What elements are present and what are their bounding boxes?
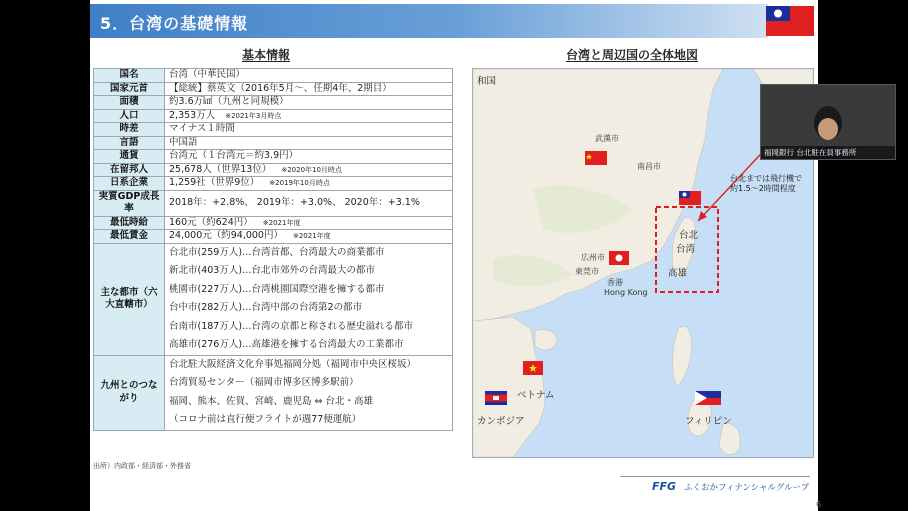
- mindanao-shape: [719, 423, 740, 454]
- map-label-wuhan: 武漢市: [595, 134, 619, 143]
- cities-row-line: 桃園市(227万人)…台湾桃園国際空港を擁する都市: [169, 283, 385, 295]
- kyushu-row-label: 九州とのつながり: [94, 355, 165, 430]
- map-label-vietnam: ベトナム: [517, 390, 555, 401]
- info-row: [94, 230, 453, 244]
- info-value: [165, 96, 453, 110]
- section-basic-info: 基本情報: [242, 48, 291, 62]
- footer-divider: [620, 476, 810, 477]
- info-value: [165, 136, 453, 150]
- map-label-corner: 和国: [477, 76, 497, 87]
- flight-note-line-1: 台北までは飛行機で: [730, 174, 802, 183]
- cities-row-label: 主な都市（六大直轄市）: [94, 243, 165, 355]
- info-row: [94, 136, 453, 150]
- webcam-participant-name: 福岡銀行 台北駐在員事務所: [761, 146, 895, 159]
- flight-time-note: [730, 174, 802, 194]
- cities-row-value: [165, 243, 453, 355]
- info-value-text: 2018年：+2.8%、 2019年：+3.0%、 2020年：+3.1%: [169, 196, 420, 208]
- info-note: ※2021年度: [292, 232, 331, 240]
- cities-row-line: 台中市(282万人)…台湾中部の台湾第2の都市: [169, 302, 363, 313]
- info-label: 人口: [94, 109, 165, 123]
- map-label-taipei: 台北: [679, 230, 699, 241]
- slide: [90, 0, 822, 511]
- cities-row-line: 台北市(259万人)…台湾首都、台湾最大の商業都市: [169, 246, 385, 258]
- info-note: ※2021年3月時点: [225, 111, 282, 120]
- info-value-text: 台湾（中華民国）: [169, 69, 246, 80]
- info-value-text: 160元（約624円）: [169, 216, 253, 228]
- page-number: 6: [816, 500, 822, 509]
- info-label: 国家元首: [94, 82, 165, 96]
- info-value-text: 2,353万人: [169, 109, 216, 121]
- kyushu-row-line: 台北駐大阪経済文化弁事処福岡分処（福岡市中央区桜坂）: [169, 358, 417, 370]
- info-row: [94, 96, 453, 110]
- cambodia-flag-icon: [485, 391, 507, 405]
- slide-title: 5．台湾の基礎情報: [100, 14, 249, 33]
- ffg-logo: FFG: [652, 480, 677, 493]
- info-label: 時差: [94, 123, 165, 137]
- info-label: 面積: [94, 96, 165, 110]
- ffg-logo-text: ふくおかフィナンシャルグループ: [684, 483, 810, 493]
- info-row: [94, 216, 453, 230]
- flight-note-line-2: 約1.5～2時間程度: [730, 184, 796, 193]
- info-value-text: マイナス１時間: [169, 123, 235, 134]
- info-value-text: 25,678人（世界13位）: [169, 163, 272, 175]
- info-value-text: 【総統】蔡英文（2016年5月～、任期4年、2期目）: [169, 82, 392, 94]
- title-bar: [90, 4, 768, 38]
- basic-info-table: [93, 68, 453, 431]
- info-value: [165, 216, 453, 230]
- info-value-text: 約3.6万㎢（九州と同規模）: [169, 96, 289, 107]
- info-value: [165, 163, 453, 177]
- info-value-text: 台湾元（１台湾元＝約3.9円）: [169, 150, 299, 161]
- map-label-philippines: フィリピン: [685, 416, 732, 427]
- source-note: 出所）内政部・経済部・外務省: [93, 462, 191, 470]
- info-value: [165, 69, 453, 83]
- info-value: [165, 150, 453, 164]
- map-label-hongkong: 香港: [607, 278, 623, 287]
- info-value-text: 中国語: [169, 136, 198, 148]
- info-label: 実質GDP成長率: [94, 190, 165, 216]
- map-label-cambodia: カンボジア: [477, 416, 525, 427]
- info-row: [94, 177, 453, 191]
- info-value: [165, 123, 453, 137]
- info-row: [94, 190, 453, 216]
- map-label-guangzhou: 広州市: [581, 253, 605, 262]
- info-label: 言語: [94, 136, 165, 150]
- kyushu-row: [94, 355, 453, 430]
- info-value: [165, 177, 453, 191]
- info-label: 最低賃金: [94, 230, 165, 244]
- info-row: [94, 82, 453, 96]
- kyushu-row-line: 台湾貿易センター（福岡市博多区博多駅前）: [169, 377, 359, 388]
- info-row: [94, 109, 453, 123]
- info-row: [94, 163, 453, 177]
- map-label-dongguan: 東莞市: [575, 267, 599, 276]
- info-label: 最低時給: [94, 216, 165, 230]
- taiwan-flag-icon: [766, 6, 814, 36]
- section-map: 台湾と周辺国の全体地図: [566, 48, 699, 62]
- info-label: 日系企業: [94, 177, 165, 191]
- cities-row: [94, 243, 453, 355]
- info-value: [165, 109, 453, 123]
- map-label-taiwan: 台湾: [676, 244, 696, 255]
- info-row: [94, 150, 453, 164]
- info-value: [165, 82, 453, 96]
- info-value-text: 24,000元（約94,000円）: [169, 230, 283, 241]
- info-row: [94, 69, 453, 83]
- info-note: ※2020年10月時点: [281, 165, 342, 174]
- info-value-text: 1,259社（世界9位）: [169, 177, 260, 188]
- kyushu-row-line: （コロナ前は直行便フライトが週77便運航）: [169, 414, 362, 425]
- webcam-tile[interactable]: [760, 84, 896, 160]
- info-note: ※2021年度: [262, 218, 301, 227]
- map-label-nanchang: 南昌市: [637, 162, 661, 171]
- info-row: [94, 123, 453, 137]
- philippines-flag-icon: [695, 391, 721, 405]
- cities-row-line: 高雄市(276万人)…高雄港を擁する台湾最大の工業都市: [169, 339, 404, 350]
- cities-row-line: 新北市(403万人)…台北市郊外の台湾最大の都市: [169, 265, 376, 276]
- info-value: [165, 190, 453, 216]
- info-label: 通貨: [94, 150, 165, 164]
- map-label-hongkong-en: Hong Kong: [604, 288, 648, 297]
- map-label-kaohsiung: 高雄: [668, 268, 688, 279]
- info-note: ※2019年10月時点: [269, 179, 330, 187]
- hongkong-flag-icon: [609, 251, 629, 265]
- info-label: 国名: [94, 69, 165, 83]
- info-label: 在留邦人: [94, 163, 165, 177]
- info-value: [165, 230, 453, 244]
- taiwan-map-flag-icon: [679, 191, 701, 205]
- china-flag-icon: [585, 151, 607, 165]
- vietnam-flag-icon: [523, 361, 543, 375]
- kyushu-row-value: [165, 355, 453, 430]
- kyushu-row-line: 福岡、熊本、佐賀、宮崎、鹿児島 ⇔ 台北・高雄: [169, 395, 374, 407]
- cities-row-line: 台南市(187万人)…台湾の京都と称される歴史溢れる都市: [169, 320, 414, 332]
